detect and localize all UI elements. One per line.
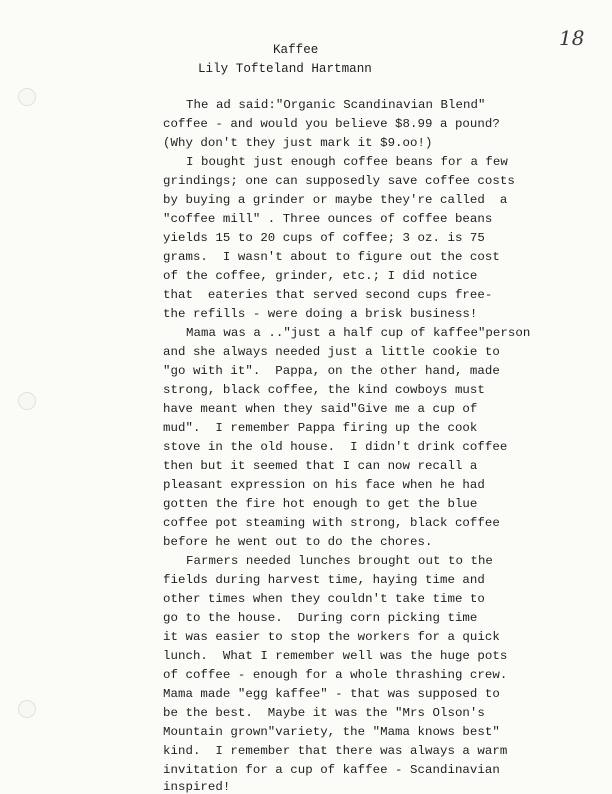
body-line: other times when they couldn't take time to xyxy=(163,592,485,606)
body-line: kind. I remember that there was always a warm xyxy=(163,744,508,758)
body-line: be the best. Maybe it was the "Mrs Olson's xyxy=(163,706,485,720)
body-line: yields 15 to 20 cups of coffee; 3 oz. is 75 xyxy=(163,231,485,245)
body-line: before he went out to do the chores. xyxy=(163,535,433,549)
body-line: Mama made "egg kaffee" - that was supposed to xyxy=(163,687,500,701)
body-line: Mountain grown"variety, the "Mama knows best" xyxy=(163,725,500,739)
body-line: Farmers needed lunches brought out to the xyxy=(186,554,493,568)
body-line: inspired! xyxy=(163,780,231,794)
body-line: "go with it". Pappa, on the other hand, made xyxy=(163,364,500,378)
body-line: then but it seemed that I can now recall a xyxy=(163,459,478,473)
body-line: mud". I remember Pappa firing up the cook xyxy=(163,421,478,435)
body-line: go to the house. During corn picking time xyxy=(163,611,478,625)
page-number: 18 xyxy=(559,26,585,50)
body-line: pleasant expression on his face when he had xyxy=(163,478,485,492)
body-line: of coffee - enough for a whole thrashing crew. xyxy=(163,668,508,682)
body-line: of the coffee, grinder, etc.; I did notice xyxy=(163,269,478,283)
body-line: lunch. What I remember well was the huge pots xyxy=(163,649,508,663)
punch-hole xyxy=(18,88,36,106)
body-line: it was easier to stop the workers for a quick xyxy=(163,630,500,644)
body-line: and she always needed just a little cookie to xyxy=(163,345,500,359)
punch-hole xyxy=(18,392,36,410)
body-line: that eateries that served second cups free- xyxy=(163,288,493,302)
body-line: invitation for a cup of kaffee - Scandinavian xyxy=(163,763,500,777)
body-line: by buying a grinder or maybe they're called a xyxy=(163,193,508,207)
body-line: coffee pot steaming with strong, black coffee xyxy=(163,516,500,530)
body-line: The ad said:"Organic Scandinavian Blend" xyxy=(186,98,486,112)
body-line: I bought just enough coffee beans for a few xyxy=(186,155,508,169)
body-line: "coffee mill" . Three ounces of coffee beans xyxy=(163,212,493,226)
body-line: gotten the fire hot enough to get the blue xyxy=(163,497,478,511)
body-line: strong, black coffee, the kind cowboys must xyxy=(163,383,485,397)
body-line: the refills - were doing a brisk business! xyxy=(163,307,478,321)
body-line: grindings; one can supposedly save coffee costs xyxy=(163,174,515,188)
punch-hole xyxy=(18,700,36,718)
body-line: grams. I wasn't about to figure out the cost xyxy=(163,250,500,264)
body-line: Mama was a .."just a half cup of kaffee"person xyxy=(186,326,531,340)
body-line: coffee - and would you believe $8.99 a pound? xyxy=(163,117,500,131)
document-author: Lily Tofteland Hartmann xyxy=(198,62,372,76)
body-line: stove in the old house. I didn't drink coffee xyxy=(163,440,508,454)
body-line: fields during harvest time, haying time and xyxy=(163,573,485,587)
body-line: have meant when they said"Give me a cup of xyxy=(163,402,478,416)
document-title: Kaffee xyxy=(273,43,319,57)
body-line: (Why don't they just mark it $9.oo!) xyxy=(163,136,433,150)
